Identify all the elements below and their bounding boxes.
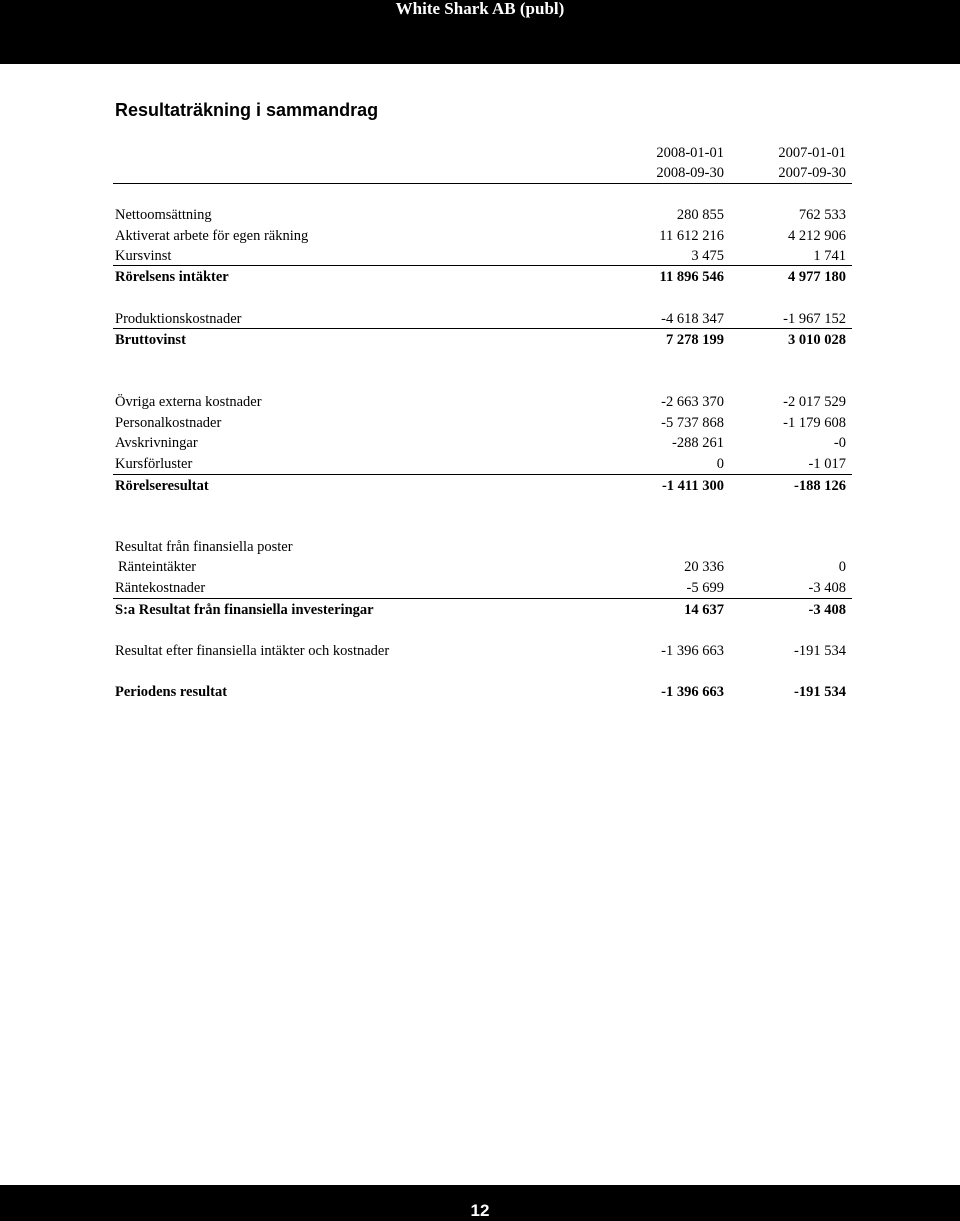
section-heading-row	[113, 537, 848, 557]
row-label: Övriga externa kostnader	[115, 394, 262, 410]
row-value-2008: 20 336	[684, 559, 724, 575]
subtotal-rule	[113, 598, 852, 599]
subtotal-row	[113, 330, 848, 350]
header-bar	[0, 0, 960, 64]
row-label: S:a Resultat från finansiella investeringar	[115, 602, 374, 618]
table-row	[113, 641, 848, 661]
table-row	[113, 205, 848, 225]
table-row	[113, 578, 848, 598]
row-value-2007: 762 533	[798, 207, 846, 223]
table-row	[113, 226, 848, 246]
row-value-2007: -3 408	[808, 580, 846, 596]
row-label: Avskrivningar	[115, 435, 198, 451]
period-2-start: 2007-01-01	[778, 145, 846, 161]
row-label: Resultat efter finansiella intäkter och kostnader	[115, 643, 390, 659]
period-1-start: 2008-01-01	[656, 145, 724, 161]
row-value-2007: -2 017 529	[783, 394, 846, 410]
row-value-2008: -288 261	[672, 435, 724, 451]
row-label: Kursvinst	[115, 248, 172, 264]
row-label: Rörelsens intäkter	[115, 269, 229, 285]
subtotal-rule	[113, 328, 852, 329]
row-label: Periodens resultat	[115, 684, 228, 700]
row-value-2007: -0	[833, 435, 846, 451]
table-row	[113, 246, 848, 266]
row-value-2008: 11 612 216	[659, 228, 724, 244]
row-value-2007: -1 179 608	[783, 415, 846, 431]
row-label: Aktiverat arbete för egen räkning	[115, 228, 309, 244]
row-value-2008: 11 896 546	[659, 269, 724, 285]
row-value-2008: 14 637	[684, 602, 724, 618]
row-value-2008: -1 396 663	[661, 684, 724, 700]
table-row	[113, 413, 848, 433]
subtotal-rule	[113, 265, 852, 266]
subtotal-rule	[113, 474, 852, 475]
page-number: 12	[470, 1201, 490, 1220]
row-label: Resultat från finansiella poster	[115, 539, 293, 555]
row-value-2008: -1 396 663	[661, 643, 724, 659]
table-row	[113, 557, 848, 577]
row-value-2007: 1 741	[813, 248, 846, 264]
row-value-2008: -2 663 370	[661, 394, 724, 410]
row-value-2008: -1 411 300	[661, 478, 724, 494]
row-value-2008: 7 278 199	[666, 332, 724, 348]
row-label: Produktionskostnader	[115, 311, 242, 327]
table-row	[113, 392, 848, 412]
row-label: Ränteintäkter	[118, 559, 197, 575]
row-value-2008: 3 475	[691, 248, 724, 264]
total-row	[113, 682, 848, 702]
row-value-2008: 280 855	[676, 207, 724, 223]
period-1-end: 2008-09-30	[656, 165, 724, 181]
subtotal-row	[113, 267, 848, 287]
table-row	[113, 309, 848, 329]
row-value-2007: -191 534	[794, 684, 846, 700]
row-value-2007: -1 967 152	[783, 311, 846, 327]
row-label: Rörelseresultat	[115, 478, 209, 494]
row-label: Nettoomsättning	[115, 207, 212, 223]
row-value-2008: -5 737 868	[661, 415, 724, 431]
table-row	[113, 433, 848, 453]
row-label: Bruttovinst	[115, 332, 186, 348]
row-value-2007: -1 017	[808, 456, 846, 472]
row-value-2008: 0	[716, 456, 724, 472]
row-label: Personalkostnader	[115, 415, 222, 431]
row-value-2007: 4 212 906	[788, 228, 846, 244]
header-rule	[113, 183, 852, 184]
row-value-2007: 4 977 180	[788, 269, 846, 285]
period-2-end: 2007-09-30	[778, 165, 846, 181]
row-value-2007: -3 408	[808, 602, 846, 618]
subtotal-row	[113, 476, 848, 496]
table-row	[113, 454, 848, 474]
row-label: Räntekostnader	[115, 580, 206, 596]
period-start-row	[113, 143, 848, 163]
row-label: Kursförluster	[115, 456, 193, 472]
row-value-2007: 0	[838, 559, 846, 575]
row-value-2007: -191 534	[794, 643, 846, 659]
row-value-2008: -4 618 347	[661, 311, 724, 327]
period-end-row	[113, 163, 848, 183]
section-title: Resultaträkning i sammandrag	[115, 100, 379, 120]
row-value-2007: -188 126	[794, 478, 846, 494]
company-title: White Shark AB (publ)	[395, 0, 565, 18]
subtotal-row	[113, 600, 848, 620]
row-value-2008: -5 699	[686, 580, 724, 596]
row-value-2007: 3 010 028	[788, 332, 846, 348]
